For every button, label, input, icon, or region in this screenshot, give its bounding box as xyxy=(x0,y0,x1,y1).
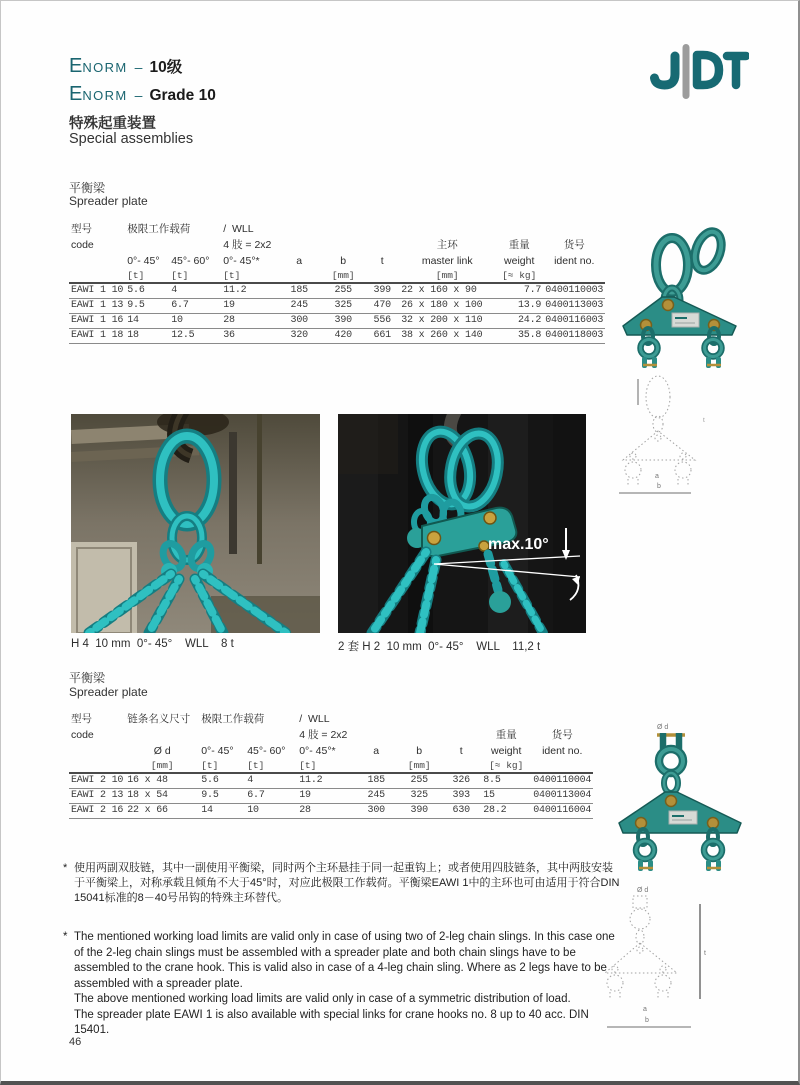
spreader-plate-render-2 xyxy=(607,719,767,875)
subsection-2-en: Spreader plate xyxy=(69,685,148,699)
brand-block xyxy=(69,53,216,109)
dim-label-a: a xyxy=(655,473,659,480)
table-header-row: Ø d 0°- 45° 45°- 60° 0°- 45°* a b t weight ident no. xyxy=(153,745,583,757)
dimension-drawing-2 xyxy=(599,877,774,1035)
table-header-row: code 4 肢 = 2x2 主环 重量 货号 xyxy=(71,239,585,251)
table-row: EAWI 1 18 18 12.5 36 320 420 661 38 x 260 x 140 35.8 0400118003 xyxy=(69,329,605,344)
table-row: EAWI 1 13 9.5 6.7 19 245 325 470 26 x 180 x 100 13.9 0400113003 xyxy=(69,299,605,314)
table-row: EAWI 2 10 16 x 48 5.6 4 11.2 185 255 326 8.5 0400110004 xyxy=(69,773,593,789)
product-label-sticker xyxy=(672,313,699,327)
subsection-2-cn: 平衡梁 xyxy=(69,671,106,685)
grade-label: 10级 xyxy=(149,59,183,76)
dim-label-b: b xyxy=(645,1017,649,1024)
dim-label-t: t xyxy=(703,417,705,424)
table-row: EAWI 2 16 22 x 66 14 10 28 300 390 630 28.2 0400116004 xyxy=(69,804,593,819)
brand-line-2: ENORM – Grade 10 xyxy=(69,83,216,105)
dim-label-b: b xyxy=(657,483,661,490)
table-row: EAWI 1 16 14 10 28 300 390 556 32 x 200 x 110 24.2 0400116003 xyxy=(69,314,605,329)
footnote-en: * The mentioned working load limits are valid only in case of using two of 2-leg chain slings. In this case one of the 2-leg chain slings must be assembled with a spreader plate and both chain slings have to be assembled to the crane hook. This is valid also in case of a 4-leg chain sling. Where as 2 legs have to be assembled with a spreader plate. The above mentioned working load limits are valid only in case of a symmetric distribution of load. The spreader plate EAWI 1 is also available with special links for crane hooks no. 8 up to 40 acc. DIN 15401. xyxy=(63,931,615,1036)
dim-label-a: a xyxy=(643,1006,647,1013)
brand-line-1: ENORM – 10级 xyxy=(69,55,183,77)
max-angle-label: max.10° xyxy=(488,536,549,553)
table-header-row: 型号 链条名义尺寸 极限工作载荷 / WLL xyxy=(71,713,330,725)
grade-label: Grade 10 xyxy=(149,87,216,104)
table-header-row: 0°- 45° 45°- 60° 0°- 45°* a b t master link weight ident no. xyxy=(127,255,595,267)
brand-name: ENORM xyxy=(69,55,128,77)
spec-table-2 xyxy=(69,711,593,819)
photo-caption-left: H 4 10 mm 0°- 45° WLL 8 t xyxy=(71,638,234,650)
dimension-drawing-1 xyxy=(613,367,763,501)
brand-name: ENORM xyxy=(69,83,128,105)
dim-label-diameter: Ø d xyxy=(657,724,669,731)
page-number: 46 xyxy=(69,1036,82,1048)
product-label-sticker xyxy=(669,811,697,824)
table-units-row: [t] [t] [t] [mm] [mm] [≈ kg] xyxy=(69,269,605,283)
footnote-cn: * 使用两副双肢链，其中一副使用平衡梁，同时两个主环悬挂于同一起重钩上；或者使用四肢链条，其中两肢安装于平衡梁上，对称承载且倾角不大于45°时，对应此极限工作载荷。平衡梁EAWI 1中的主环也可由适用于符合DIN 15041标准的8－40号吊钩的特殊主环替代。 xyxy=(63,862,620,904)
table-header-row: 型号 极限工作载荷 / WLL xyxy=(71,223,254,235)
table-row: EAWI 2 13 18 x 54 9.5 6.7 19 245 325 393 15 0400113004 xyxy=(69,789,593,804)
logo-bar xyxy=(683,44,690,99)
table-units-row: [mm] [t] [t] [t] [mm] [≈ kg] xyxy=(69,759,593,773)
footnote-asterisk: * xyxy=(63,931,68,943)
jdt-logo xyxy=(649,43,749,101)
product-photo-4leg-sling xyxy=(71,414,320,633)
spec-table-1 xyxy=(69,221,605,344)
dim-label-t: t xyxy=(704,950,706,957)
photo-caption-right: 2 套 H 2 10 mm 0°- 45° WLL 11,2 t xyxy=(338,641,541,653)
chain-tag xyxy=(489,591,511,613)
section-title-cn: 特殊起重装置 xyxy=(69,116,156,132)
spreader-plate-render-1 xyxy=(615,225,765,371)
table-header-row: code 4 肢 = 2x2 重量 货号 xyxy=(71,729,573,741)
table-row: EAWI 1 10 5.6 4 11.2 185 255 399 22 x 160 x 90 7.7 0400110003 xyxy=(69,283,605,299)
section-title-en: Special assemblies xyxy=(69,131,194,147)
product-photo-spreader-sling xyxy=(338,414,586,633)
subsection-1-cn: 平衡梁 xyxy=(69,181,106,195)
footnote-asterisk: * xyxy=(63,862,68,874)
subsection-1-en: Spreader plate xyxy=(69,194,148,208)
dim-label-diameter: Ø d xyxy=(637,887,649,894)
